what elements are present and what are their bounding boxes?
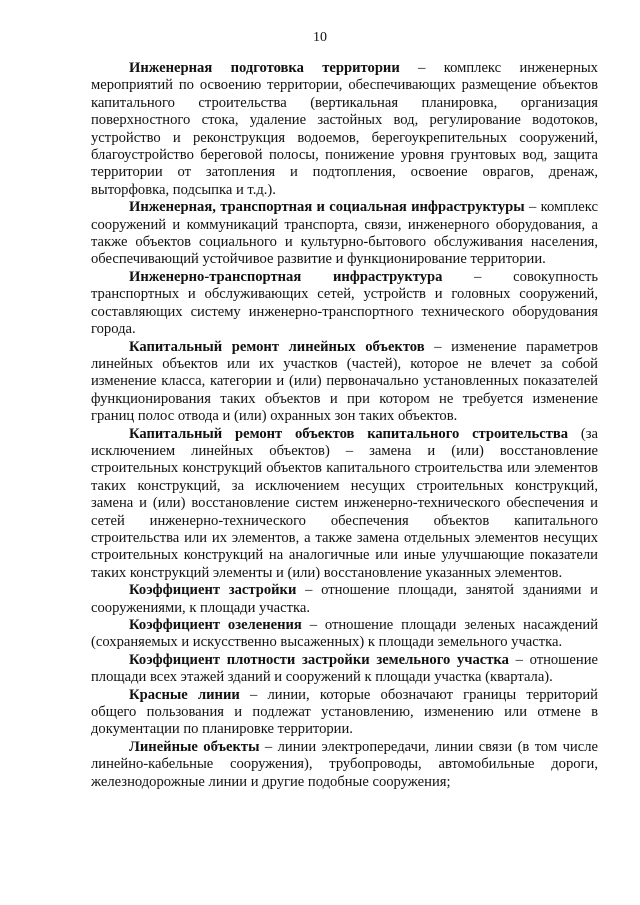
glossary-entry: [91, 339, 598, 426]
glossary-entry: [91, 652, 598, 687]
glossary-entry: [91, 582, 598, 617]
glossary-entry: [91, 269, 598, 339]
glossary-definition: – отношение площади, занятой зданиями и сооружениями, к площади участка.: [91, 582, 598, 616]
glossary-entry: [91, 739, 598, 791]
glossary-term: Инженерно-транспортная инфраструктура: [129, 268, 443, 285]
glossary-term: Линейные объекты: [129, 738, 260, 755]
glossary-term: Коэффициент плотности застройки земельного участка: [129, 651, 509, 668]
glossary-term: Коэффициент озеленения: [129, 617, 302, 633]
glossary-entry: [91, 687, 598, 739]
glossary-term: Коэффициент застройки: [129, 582, 297, 599]
glossary-definition: – отношение площади зеленых насаждений (сохраняемых и искусственно высаженных) к площади земельного участка.: [91, 617, 599, 651]
glossary-term: Капитальный ремонт объектов капитального строительства: [129, 425, 569, 442]
glossary-entry: [91, 199, 598, 269]
glossary-definition: – отношение площади всех этажей зданий и сооружений к площади участка (квартала).: [91, 651, 598, 686]
glossary-definition: – изменение параметров линейных объектов или их участков (частей), которое не влечет за собой изменение класса, категории и (или) первоначально установленных показателей функционирования таких объектов и при котором не требуется изменение границ полос отвода и (или) охранных зон таких объектов.: [91, 338, 598, 425]
glossary-definition: – линии, которые обозначают границы территорий общего пользования и подлежат установлению, изменению или отмене в документации по планировке территории.: [91, 686, 598, 738]
glossary-term: Красные линии: [129, 686, 240, 703]
glossary-definition: – линии электропередачи, линии связи (в том числе линейно-кабельные сооружения), трубопроводы, автомобильные дороги, железнодорожные линии и другие подобные сооружения;: [91, 738, 598, 790]
page-number: 10: [313, 30, 327, 45]
glossary-term: Инженерная, транспортная и социальная инфраструктуры: [129, 199, 525, 216]
glossary-definition: – комплекс сооружений и коммуникаций транспорта, связи, инженерного оборудования, а также объектов социального и культурно-бытового обслуживания населения, обеспечивающий устойчивое развитие и функционирование территории.: [91, 199, 598, 268]
glossary-term: Инженерная подготовка территории: [129, 60, 400, 76]
glossary-definition: – совокупность транспортных и обслуживающих сетей, устройств и головных сооружений, составляющих систему инженерно-транспортного технического оборудования города.: [91, 268, 598, 338]
glossary-entry: [91, 426, 598, 583]
glossary-term: Капитальный ремонт линейных объектов: [129, 338, 425, 355]
glossary-body: [91, 60, 598, 791]
glossary-definition: (за исключением линейных объектов) – замена и (или) восстановление строительных конструкций объектов капитального строительства или элементов таких конструкций, за исключением несущих строительных конструкций, замена и (или) восстановление систем инженерно-технического обеспечения и сетей инженерно-технического обеспечения объектов капитального строительства или их элементов, а также замена отдельных элементов несущих строительных конструкций на аналогичные или иные улучшающие показатели таких конструкций элементы и (или) восстановление указанных элементов.: [91, 425, 598, 581]
glossary-entry: [91, 617, 598, 652]
glossary-entry: [91, 60, 598, 199]
glossary-definition: – комплекс инженерных мероприятий по освоению территории, обеспечивающих размещение объектов капитального строительства (вертикальная планировка, организация поверхностного стока, удаление застойных вод, регулирование водотоков, устройство и реконструкция водоемов, берегоукрепительных сооружений, благоустройство береговой полосы, понижение уровня грунтовых вод, защита территории от затопления и подтопления, освоение оврагов, дренаж, выторфовка, подсыпка и т.д.).: [91, 60, 598, 198]
